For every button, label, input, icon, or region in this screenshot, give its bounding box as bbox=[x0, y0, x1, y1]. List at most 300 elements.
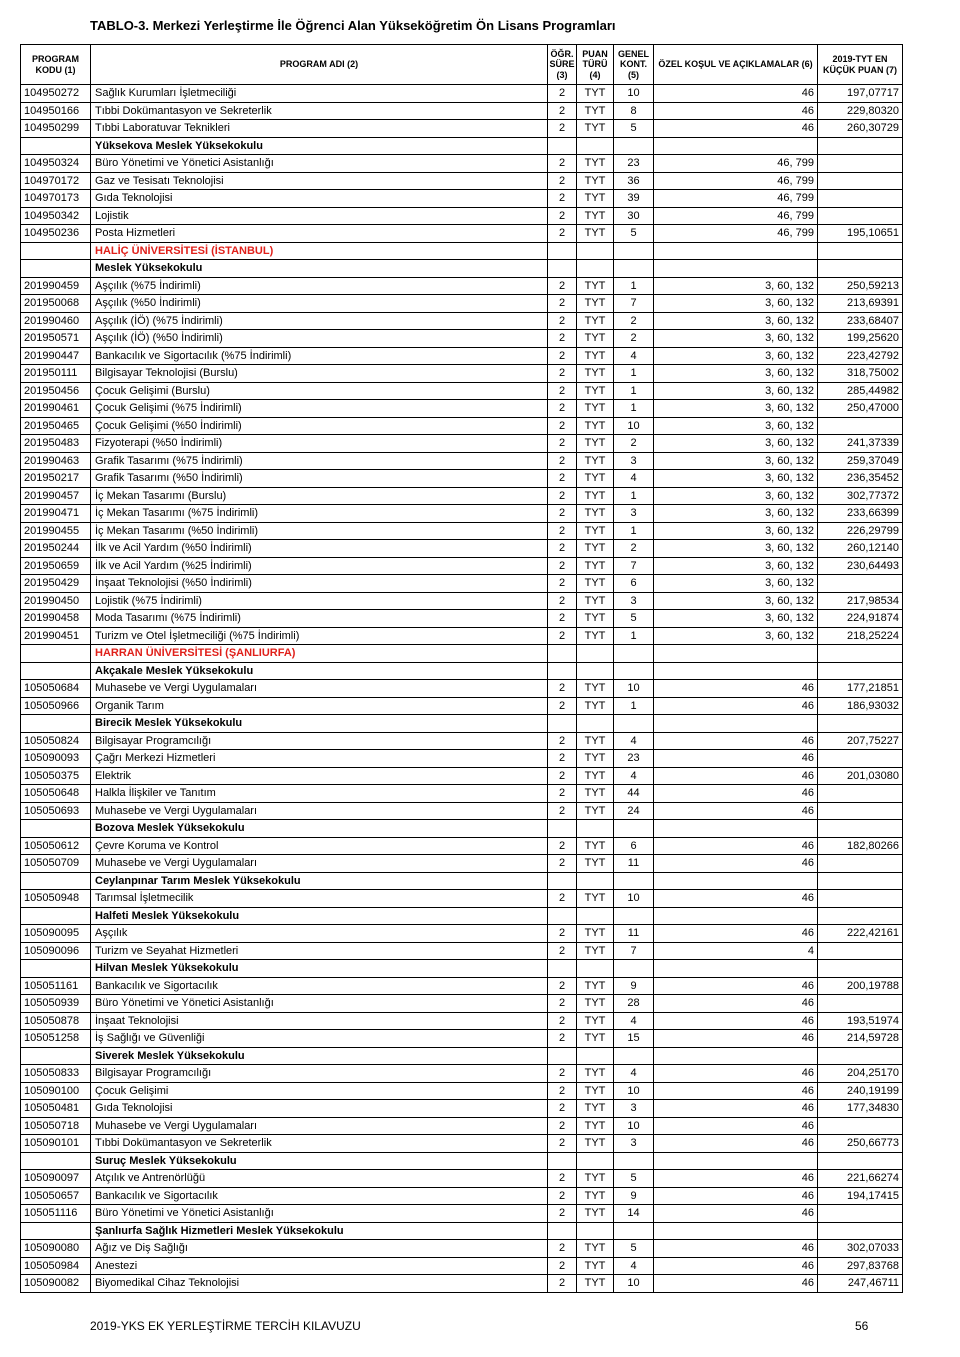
cell-program-name: Aşçılık (%75 İndirimli) bbox=[91, 277, 548, 295]
empty-cell bbox=[577, 242, 614, 260]
cell-quota: 3 bbox=[614, 1135, 654, 1153]
empty-cell bbox=[818, 260, 903, 278]
cell-min-score bbox=[818, 417, 903, 435]
school-name: Akçakale Meslek Yüksekokulu bbox=[91, 662, 548, 680]
empty-cell bbox=[21, 260, 91, 278]
cell-program-code: 104970172 bbox=[21, 172, 91, 190]
cell-quota: 4 bbox=[614, 1065, 654, 1083]
cell-quota: 1 bbox=[614, 627, 654, 645]
cell-duration: 2 bbox=[548, 277, 577, 295]
cell-score-type: TYT bbox=[577, 207, 614, 225]
cell-duration: 2 bbox=[548, 942, 577, 960]
cell-program-name: Muhasebe ve Vergi Uygulamaları bbox=[91, 1117, 548, 1135]
table-row bbox=[21, 417, 903, 435]
cell-quota: 28 bbox=[614, 995, 654, 1013]
cell-program-name: Ağız ve Diş Sağlığı bbox=[91, 1240, 548, 1258]
cell-score-type: TYT bbox=[577, 1240, 614, 1258]
cell-duration: 2 bbox=[548, 172, 577, 190]
cell-conditions: 46, 799 bbox=[654, 172, 818, 190]
cell-conditions: 3, 60, 132 bbox=[654, 452, 818, 470]
cell-min-score: 241,37339 bbox=[818, 435, 903, 453]
cell-program-code: 201990447 bbox=[21, 347, 91, 365]
cell-min-score: 177,21851 bbox=[818, 680, 903, 698]
cell-min-score: 230,64493 bbox=[818, 557, 903, 575]
cell-program-name: Lojistik (%75 İndirimli) bbox=[91, 592, 548, 610]
cell-min-score: 226,29799 bbox=[818, 522, 903, 540]
school-row bbox=[21, 1152, 903, 1170]
cell-min-score: 297,83768 bbox=[818, 1257, 903, 1275]
cell-min-score: 204,25170 bbox=[818, 1065, 903, 1083]
cell-program-name: Çocuk Gelişimi (%75 İndirimli) bbox=[91, 400, 548, 418]
cell-conditions: 4 bbox=[654, 942, 818, 960]
cell-score-type: TYT bbox=[577, 767, 614, 785]
cell-score-type: TYT bbox=[577, 85, 614, 103]
empty-cell bbox=[21, 820, 91, 838]
cell-duration: 2 bbox=[548, 855, 577, 873]
cell-program-code: 104950236 bbox=[21, 225, 91, 243]
empty-cell bbox=[614, 1222, 654, 1240]
cell-program-code: 104950324 bbox=[21, 155, 91, 173]
school-name: Meslek Yüksekokulu bbox=[91, 260, 548, 278]
table-row bbox=[21, 785, 903, 803]
cell-program-name: Posta Hizmetleri bbox=[91, 225, 548, 243]
cell-program-code: 105050984 bbox=[21, 1257, 91, 1275]
table-row bbox=[21, 365, 903, 383]
cell-program-code: 201990460 bbox=[21, 312, 91, 330]
cell-program-name: Tıbbi Dokümantasyon ve Sekreterlik bbox=[91, 1135, 548, 1153]
empty-cell bbox=[21, 1152, 91, 1170]
cell-conditions: 3, 60, 132 bbox=[654, 610, 818, 628]
cell-score-type: TYT bbox=[577, 1082, 614, 1100]
cell-program-code: 105090095 bbox=[21, 925, 91, 943]
table-row bbox=[21, 102, 903, 120]
table-row bbox=[21, 1082, 903, 1100]
table-row bbox=[21, 207, 903, 225]
header-score-type: PUAN TÜRÜ (4) bbox=[577, 45, 614, 85]
empty-cell bbox=[654, 137, 818, 155]
empty-cell bbox=[614, 872, 654, 890]
cell-conditions: 46 bbox=[654, 680, 818, 698]
cell-score-type: TYT bbox=[577, 925, 614, 943]
cell-duration: 2 bbox=[548, 1240, 577, 1258]
cell-min-score: 222,42161 bbox=[818, 925, 903, 943]
cell-conditions: 46, 799 bbox=[654, 190, 818, 208]
cell-score-type: TYT bbox=[577, 942, 614, 960]
cell-duration: 2 bbox=[548, 470, 577, 488]
cell-conditions: 3, 60, 132 bbox=[654, 435, 818, 453]
empty-cell bbox=[548, 820, 577, 838]
school-row bbox=[21, 137, 903, 155]
table-row bbox=[21, 592, 903, 610]
table-row bbox=[21, 1187, 903, 1205]
cell-quota: 1 bbox=[614, 522, 654, 540]
cell-program-name: Büro Yönetimi ve Yönetici Asistanlığı bbox=[91, 155, 548, 173]
empty-cell bbox=[548, 1222, 577, 1240]
cell-conditions: 46 bbox=[654, 697, 818, 715]
table-row bbox=[21, 85, 903, 103]
cell-program-code: 201950068 bbox=[21, 295, 91, 313]
cell-duration: 2 bbox=[548, 575, 577, 593]
cell-score-type: TYT bbox=[577, 382, 614, 400]
cell-conditions: 3, 60, 132 bbox=[654, 470, 818, 488]
empty-cell bbox=[614, 960, 654, 978]
cell-program-name: Tıbbi Laboratuvar Teknikleri bbox=[91, 120, 548, 138]
school-row bbox=[21, 820, 903, 838]
school-name: Yüksekova Meslek Yüksekokulu bbox=[91, 137, 548, 155]
cell-program-name: Çocuk Gelişimi bbox=[91, 1082, 548, 1100]
cell-score-type: TYT bbox=[577, 1030, 614, 1048]
cell-quota: 4 bbox=[614, 732, 654, 750]
table-row bbox=[21, 295, 903, 313]
cell-quota: 1 bbox=[614, 365, 654, 383]
cell-quota: 10 bbox=[614, 1082, 654, 1100]
cell-duration: 2 bbox=[548, 452, 577, 470]
cell-score-type: TYT bbox=[577, 312, 614, 330]
cell-min-score: 217,98534 bbox=[818, 592, 903, 610]
cell-program-code: 201990458 bbox=[21, 610, 91, 628]
empty-cell bbox=[21, 715, 91, 733]
empty-cell bbox=[548, 1152, 577, 1170]
empty-cell bbox=[818, 662, 903, 680]
table-row bbox=[21, 855, 903, 873]
cell-program-name: İnşaat Teknolojisi bbox=[91, 1012, 548, 1030]
cell-quota: 5 bbox=[614, 610, 654, 628]
table-row bbox=[21, 1135, 903, 1153]
cell-program-code: 105090097 bbox=[21, 1170, 91, 1188]
empty-cell bbox=[654, 645, 818, 663]
cell-score-type: TYT bbox=[577, 487, 614, 505]
cell-conditions: 46 bbox=[654, 1257, 818, 1275]
empty-cell bbox=[614, 820, 654, 838]
cell-duration: 2 bbox=[548, 995, 577, 1013]
cell-min-score bbox=[818, 802, 903, 820]
cell-conditions: 46 bbox=[654, 1170, 818, 1188]
cell-score-type: TYT bbox=[577, 1100, 614, 1118]
cell-quota: 3 bbox=[614, 1100, 654, 1118]
cell-program-name: Çevre Koruma ve Kontrol bbox=[91, 837, 548, 855]
cell-conditions: 46 bbox=[654, 750, 818, 768]
cell-min-score bbox=[818, 575, 903, 593]
cell-min-score: 250,47000 bbox=[818, 400, 903, 418]
cell-program-name: Çocuk Gelişimi (Burslu) bbox=[91, 382, 548, 400]
empty-cell bbox=[818, 820, 903, 838]
cell-conditions: 3, 60, 132 bbox=[654, 540, 818, 558]
school-name: Bozova Meslek Yüksekokulu bbox=[91, 820, 548, 838]
cell-min-score: 302,07033 bbox=[818, 1240, 903, 1258]
cell-min-score: 214,59728 bbox=[818, 1030, 903, 1048]
cell-duration: 2 bbox=[548, 627, 577, 645]
university-name: HALİÇ ÜNİVERSİTESİ (İSTANBUL) bbox=[91, 242, 548, 260]
cell-quota: 5 bbox=[614, 225, 654, 243]
cell-duration: 2 bbox=[548, 557, 577, 575]
cell-min-score bbox=[818, 890, 903, 908]
table-row bbox=[21, 837, 903, 855]
cell-program-name: İş Sağlığı ve Güvenliği bbox=[91, 1030, 548, 1048]
empty-cell bbox=[548, 645, 577, 663]
cell-quota: 36 bbox=[614, 172, 654, 190]
cell-quota: 9 bbox=[614, 1187, 654, 1205]
cell-program-code: 201950483 bbox=[21, 435, 91, 453]
table-row bbox=[21, 925, 903, 943]
cell-min-score: 182,80266 bbox=[818, 837, 903, 855]
cell-score-type: TYT bbox=[577, 155, 614, 173]
empty-cell bbox=[577, 662, 614, 680]
cell-quota: 15 bbox=[614, 1030, 654, 1048]
cell-score-type: TYT bbox=[577, 522, 614, 540]
cell-program-name: Çağrı Merkezi Hizmetleri bbox=[91, 750, 548, 768]
table-row bbox=[21, 557, 903, 575]
cell-score-type: TYT bbox=[577, 575, 614, 593]
cell-score-type: TYT bbox=[577, 627, 614, 645]
table-row bbox=[21, 225, 903, 243]
cell-duration: 2 bbox=[548, 1187, 577, 1205]
cell-quota: 4 bbox=[614, 347, 654, 365]
cell-min-score: 236,35452 bbox=[818, 470, 903, 488]
empty-cell bbox=[654, 872, 818, 890]
cell-program-code: 104950299 bbox=[21, 120, 91, 138]
cell-program-name: Bilgisayar Programcılığı bbox=[91, 732, 548, 750]
cell-program-code: 201990451 bbox=[21, 627, 91, 645]
cell-program-name: Moda Tasarımı (%75 İndirimli) bbox=[91, 610, 548, 628]
cell-program-code: 105090096 bbox=[21, 942, 91, 960]
cell-min-score bbox=[818, 855, 903, 873]
empty-cell bbox=[548, 715, 577, 733]
school-name: Birecik Meslek Yüksekokulu bbox=[91, 715, 548, 733]
cell-quota: 6 bbox=[614, 837, 654, 855]
cell-program-name: Tarımsal İşletmecilik bbox=[91, 890, 548, 908]
empty-cell bbox=[577, 872, 614, 890]
cell-program-code: 201950456 bbox=[21, 382, 91, 400]
cell-score-type: TYT bbox=[577, 540, 614, 558]
cell-min-score: 260,12140 bbox=[818, 540, 903, 558]
cell-duration: 2 bbox=[548, 505, 577, 523]
cell-quota: 23 bbox=[614, 750, 654, 768]
university-name: HARRAN ÜNİVERSİTESİ (ŞANLIURFA) bbox=[91, 645, 548, 663]
empty-cell bbox=[21, 872, 91, 890]
cell-duration: 2 bbox=[548, 487, 577, 505]
cell-duration: 2 bbox=[548, 785, 577, 803]
cell-duration: 2 bbox=[548, 120, 577, 138]
cell-min-score: 302,77372 bbox=[818, 487, 903, 505]
cell-conditions: 46 bbox=[654, 1187, 818, 1205]
empty-cell bbox=[654, 715, 818, 733]
table-row bbox=[21, 1012, 903, 1030]
school-name: Şanlıurfa Sağlık Hizmetleri Meslek Yüksekokulu bbox=[91, 1222, 548, 1240]
cell-duration: 2 bbox=[548, 85, 577, 103]
cell-program-name: Atçılık ve Antrenörlüğü bbox=[91, 1170, 548, 1188]
cell-program-code: 105050878 bbox=[21, 1012, 91, 1030]
cell-quota: 5 bbox=[614, 1240, 654, 1258]
cell-min-score: 223,42792 bbox=[818, 347, 903, 365]
cell-duration: 2 bbox=[548, 1257, 577, 1275]
cell-duration: 2 bbox=[548, 697, 577, 715]
cell-quota: 10 bbox=[614, 85, 654, 103]
cell-min-score: 233,68407 bbox=[818, 312, 903, 330]
cell-duration: 2 bbox=[548, 155, 577, 173]
cell-quota: 24 bbox=[614, 802, 654, 820]
school-name: Hilvan Meslek Yüksekokulu bbox=[91, 960, 548, 978]
table-row bbox=[21, 1117, 903, 1135]
cell-conditions: 3, 60, 132 bbox=[654, 347, 818, 365]
empty-cell bbox=[577, 1222, 614, 1240]
table-row bbox=[21, 540, 903, 558]
empty-cell bbox=[818, 872, 903, 890]
cell-program-code: 105050375 bbox=[21, 767, 91, 785]
cell-duration: 2 bbox=[548, 1012, 577, 1030]
empty-cell bbox=[818, 242, 903, 260]
empty-cell bbox=[548, 872, 577, 890]
cell-program-code: 201950244 bbox=[21, 540, 91, 558]
cell-program-name: İlk ve Acil Yardım (%50 İndirimli) bbox=[91, 540, 548, 558]
cell-conditions: 46 bbox=[654, 1082, 818, 1100]
cell-program-code: 105051116 bbox=[21, 1205, 91, 1223]
cell-score-type: TYT bbox=[577, 750, 614, 768]
cell-duration: 2 bbox=[548, 750, 577, 768]
cell-min-score: 318,75002 bbox=[818, 365, 903, 383]
empty-cell bbox=[654, 1222, 818, 1240]
cell-duration: 2 bbox=[548, 1117, 577, 1135]
table-row bbox=[21, 452, 903, 470]
cell-min-score: 250,59213 bbox=[818, 277, 903, 295]
cell-quota: 4 bbox=[614, 1257, 654, 1275]
table-row bbox=[21, 155, 903, 173]
empty-cell bbox=[577, 960, 614, 978]
empty-cell bbox=[818, 137, 903, 155]
cell-score-type: TYT bbox=[577, 837, 614, 855]
cell-min-score bbox=[818, 942, 903, 960]
cell-duration: 2 bbox=[548, 1275, 577, 1293]
cell-min-score: 224,91874 bbox=[818, 610, 903, 628]
cell-score-type: TYT bbox=[577, 855, 614, 873]
cell-conditions: 3, 60, 132 bbox=[654, 627, 818, 645]
empty-cell bbox=[654, 1047, 818, 1065]
cell-quota: 10 bbox=[614, 1275, 654, 1293]
cell-min-score: 207,75227 bbox=[818, 732, 903, 750]
cell-duration: 2 bbox=[548, 522, 577, 540]
empty-cell bbox=[818, 645, 903, 663]
cell-program-code: 105050684 bbox=[21, 680, 91, 698]
table-row bbox=[21, 435, 903, 453]
cell-score-type: TYT bbox=[577, 1117, 614, 1135]
cell-program-code: 201990461 bbox=[21, 400, 91, 418]
cell-min-score: 240,19199 bbox=[818, 1082, 903, 1100]
cell-min-score bbox=[818, 190, 903, 208]
cell-program-code: 105050693 bbox=[21, 802, 91, 820]
cell-conditions: 46 bbox=[654, 1240, 818, 1258]
table-row bbox=[21, 190, 903, 208]
cell-quota: 6 bbox=[614, 575, 654, 593]
empty-cell bbox=[654, 260, 818, 278]
cell-program-name: Bankacılık ve Sigortacılık bbox=[91, 1187, 548, 1205]
cell-program-name: İç Mekan Tasarımı (Burslu) bbox=[91, 487, 548, 505]
cell-quota: 1 bbox=[614, 487, 654, 505]
header-program-name: PROGRAM ADI (2) bbox=[91, 45, 548, 85]
cell-score-type: TYT bbox=[577, 330, 614, 348]
cell-program-name: Aşçılık (%50 İndirimli) bbox=[91, 295, 548, 313]
cell-score-type: TYT bbox=[577, 172, 614, 190]
cell-conditions: 46 bbox=[654, 785, 818, 803]
cell-quota: 3 bbox=[614, 505, 654, 523]
cell-conditions: 3, 60, 132 bbox=[654, 575, 818, 593]
cell-program-code: 201990457 bbox=[21, 487, 91, 505]
empty-cell bbox=[614, 1047, 654, 1065]
cell-conditions: 3, 60, 132 bbox=[654, 277, 818, 295]
cell-duration: 2 bbox=[548, 347, 577, 365]
cell-program-name: Lojistik bbox=[91, 207, 548, 225]
cell-min-score bbox=[818, 750, 903, 768]
cell-program-name: Büro Yönetimi ve Yönetici Asistanlığı bbox=[91, 1205, 548, 1223]
table-row bbox=[21, 697, 903, 715]
cell-score-type: TYT bbox=[577, 977, 614, 995]
cell-conditions: 3, 60, 132 bbox=[654, 592, 818, 610]
cell-program-name: Tıbbi Dokümantasyon ve Sekreterlik bbox=[91, 102, 548, 120]
cell-min-score: 229,80320 bbox=[818, 102, 903, 120]
empty-cell bbox=[577, 137, 614, 155]
cell-duration: 2 bbox=[548, 382, 577, 400]
cell-duration: 2 bbox=[548, 1030, 577, 1048]
cell-min-score: 221,66274 bbox=[818, 1170, 903, 1188]
table-row bbox=[21, 1205, 903, 1223]
table-row bbox=[21, 120, 903, 138]
empty-cell bbox=[614, 242, 654, 260]
cell-conditions: 46 bbox=[654, 1065, 818, 1083]
cell-program-code: 104950342 bbox=[21, 207, 91, 225]
empty-cell bbox=[654, 820, 818, 838]
empty-cell bbox=[818, 715, 903, 733]
cell-quota: 5 bbox=[614, 120, 654, 138]
cell-conditions: 46 bbox=[654, 1135, 818, 1153]
school-name: Halfeti Meslek Yüksekokulu bbox=[91, 907, 548, 925]
table-row bbox=[21, 627, 903, 645]
cell-min-score: 193,51974 bbox=[818, 1012, 903, 1030]
cell-duration: 2 bbox=[548, 435, 577, 453]
cell-score-type: TYT bbox=[577, 452, 614, 470]
cell-quota: 8 bbox=[614, 102, 654, 120]
empty-cell bbox=[614, 260, 654, 278]
table-row bbox=[21, 977, 903, 995]
cell-quota: 1 bbox=[614, 382, 654, 400]
cell-score-type: TYT bbox=[577, 277, 614, 295]
cell-program-code: 105050657 bbox=[21, 1187, 91, 1205]
cell-score-type: TYT bbox=[577, 435, 614, 453]
cell-min-score bbox=[818, 785, 903, 803]
table-row bbox=[21, 470, 903, 488]
cell-duration: 2 bbox=[548, 225, 577, 243]
table-row bbox=[21, 1275, 903, 1293]
cell-program-name: Biyomedikal Cihaz Teknolojisi bbox=[91, 1275, 548, 1293]
cell-conditions: 3, 60, 132 bbox=[654, 400, 818, 418]
empty-cell bbox=[577, 820, 614, 838]
cell-conditions: 3, 60, 132 bbox=[654, 487, 818, 505]
cell-score-type: TYT bbox=[577, 732, 614, 750]
cell-score-type: TYT bbox=[577, 102, 614, 120]
table-row bbox=[21, 575, 903, 593]
cell-conditions: 46 bbox=[654, 767, 818, 785]
empty-cell bbox=[818, 907, 903, 925]
cell-conditions: 3, 60, 132 bbox=[654, 365, 818, 383]
cell-min-score: 259,37049 bbox=[818, 452, 903, 470]
empty-cell bbox=[818, 960, 903, 978]
cell-program-name: Turizm ve Seyahat Hizmetleri bbox=[91, 942, 548, 960]
cell-score-type: TYT bbox=[577, 347, 614, 365]
cell-duration: 2 bbox=[548, 400, 577, 418]
empty-cell bbox=[577, 1152, 614, 1170]
cell-min-score bbox=[818, 1117, 903, 1135]
cell-conditions: 3, 60, 132 bbox=[654, 312, 818, 330]
cell-quota: 39 bbox=[614, 190, 654, 208]
cell-program-code: 105051161 bbox=[21, 977, 91, 995]
empty-cell bbox=[577, 715, 614, 733]
